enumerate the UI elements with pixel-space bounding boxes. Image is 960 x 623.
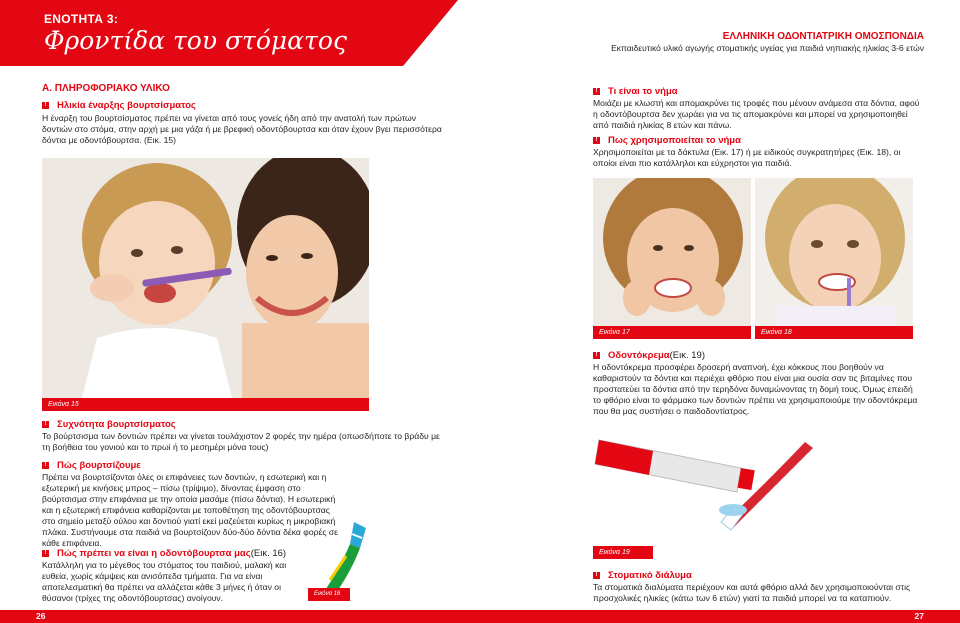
toothbrush-title: Πώς πρέπει να είναι η οδοντόβουρτσα μας	[57, 548, 251, 559]
mouthwash-heading	[593, 570, 923, 581]
toothbrush-heading	[42, 548, 312, 559]
mouthwash-title: Στοματικό διάλυμα	[608, 570, 692, 581]
page-number-left: 26	[36, 611, 46, 621]
floss-use-text: Χρησιμοποιείται με τα δάκτυλα (Εικ. 17) ή με ειδικούς συγκρατητήρες (Εικ. 18), οι οποίοι είναι πιο κατάλληλοι και εύχρηστοι για παιδιά.	[593, 147, 901, 168]
age-title: Ηλικία έναρξης βουρτσίσματος	[57, 100, 196, 111]
floss-use-block	[593, 135, 923, 169]
frequency-title: Συχνότητα βουρτσίσματος	[57, 419, 176, 430]
mouthwash-block	[593, 570, 923, 604]
frequency-block	[42, 419, 442, 453]
floss-block	[593, 86, 923, 131]
age-heading	[42, 100, 442, 111]
figure-16-caption: Εικόνα 16	[308, 588, 350, 601]
toothpaste-and-toothbrush-illustration	[593, 418, 833, 546]
right-footer-bar	[480, 610, 960, 623]
how-heading	[42, 460, 342, 471]
frequency-heading	[42, 419, 442, 430]
mother-child-brushing-illustration	[42, 158, 369, 398]
unit-label: ΕΝΟΤΗΤΑ 3:	[44, 12, 119, 26]
figure-17-photo	[593, 178, 751, 326]
toothpaste-text: Η οδοντόκρεμα προσφέρει δροσερή αναπνοή, έχει κόκκους που βοηθούν να καθαριστούν τα δόντια και περιέχει φθόριο που είναι μια ουσία σαν τις βιταμίνες που προστατεύει τα δόντια από την τερηδόνα δυναμώνοντας τη δομή τους. Όμως επειδή το φθόριο είναι το φάρμακο των δοντιών πρέπει να χρησιμοποιούμε την οδοντόκρεμα που θα μας συστήσει ο παιδοδοντίατρος.	[593, 362, 918, 416]
frequency-text: Το βούρτσισμα των δοντιών πρέπει να γίνεται τουλάχιστον 2 φορές την ημέρα (οπωσδήποτε το βράδυ με τη βοήθεια του γονιού και το πρωί ή το μεσημέρι μόνα τους)	[42, 431, 440, 452]
how-title: Πώς βουρτσίζουμε	[57, 460, 141, 471]
how-block	[42, 460, 342, 549]
toothbrush-text: Κατάλληλη για το μέγεθος του στόματος του παιδιού, μαλακή και ευθεία, χωρίς κάμψεις και ανισόπεδα τμήματα. Για να είναι αποτελεσματική θα πρέπει να αλλάζεται κάθε 3 μήνες ή όταν οι θύσανοι (τρίχες της οδοντόβουρτσας) ανοίγουν.	[42, 560, 287, 603]
girl-floss-holder-illustration	[755, 178, 913, 326]
toothpaste-block	[593, 350, 923, 417]
figure-15-caption: Εικόνα 15	[42, 398, 369, 411]
page-title: Φροντίδα του στόματος	[44, 26, 347, 55]
figure-18-photo	[755, 178, 913, 326]
bullet-icon: !	[42, 462, 49, 469]
girl-flossing-fingers-illustration	[593, 178, 751, 326]
organization-name: ΕΛΛΗΝΙΚΗ ΟΔΟΝΤΙΑΤΡΙΚΗ ΟΜΟΣΠΟΝΔΙΑ	[722, 31, 924, 42]
page-number-right: 27	[914, 611, 924, 621]
how-text: Πρέπει να βουρτσίζονται όλες οι επιφάνειες των δοντιών, η εσωτερική και η εξωτερική με κινήσεις μπρος – πίσω (τρίψιμο), δίνοντας έμφαση στο βούρτσισμα στην επιφάνεια με την οποία μασάμε (πίσω δόντια). Η εσωτερική και η εξωτερική επιφάνεια καθαρίζονται με τοποθέτηση της οδοντόβουρτσας στο σημείο μεταξύ ούλου και δοντιού γιατί εκεί μαζεύεται κυρίως η μικροβιακή πλάκα. Συστήνουμε στα παιδιά να βουρτσίζουν δύο-δύο δόντια δέκα φορές σε κάθε επιφάνεια.	[42, 472, 339, 548]
section-heading: Α. ΠΛΗΡΟΦΟΡΙΑΚΟ ΥΛΙΚΟ	[42, 83, 170, 94]
figure-16-toothbrush	[312, 520, 372, 598]
toothpaste-ref: (Εικ. 19)	[669, 350, 705, 361]
bullet-icon: !	[42, 550, 49, 557]
figure-19-toothpaste	[593, 418, 833, 546]
figure-19-caption: Εικόνα 19	[593, 546, 653, 559]
toothpaste-heading	[593, 350, 923, 361]
toothbrush-ref: (Εικ. 16)	[250, 548, 287, 559]
figure-15-photo	[42, 158, 369, 398]
bullet-icon: !	[593, 88, 600, 95]
toothpaste-title: Οδοντόκρεμα	[608, 350, 670, 361]
bullet-icon: !	[593, 352, 600, 359]
age-block	[42, 100, 442, 146]
age-text: Η έναρξη του βουρτσίσματος πρέπει να γίνεται από τους γονείς ήδη από την ανατολή των πρώτων δοντιών στο στόμα, στην αρχή με μια γάζα ή με βρεφική οδοντόβουρτσα και όταν έχουν βγει περισσότερα δόντια με οδοντόβουρτσα. (Εικ. 15)	[42, 113, 442, 145]
figure-17-caption: Εικόνα 17	[593, 326, 751, 339]
bullet-icon: !	[42, 421, 49, 428]
mouthwash-text: Τα στοματικά διαλύματα περιέχουν και αυτά φθόριο αλλά δεν χρησιμοποιούνται στις προσχολικές ηλικίες (κάτω των 6 ετών) γιατί τα παιδιά μπορεί να τα καταπιούν.	[593, 582, 911, 603]
bullet-icon: !	[593, 572, 600, 579]
floss-heading	[593, 86, 923, 97]
floss-use-heading	[593, 135, 923, 146]
toothbrush-block	[42, 548, 312, 604]
kids-toothbrush-icon	[312, 520, 372, 598]
left-footer-bar	[0, 610, 480, 623]
floss-use-title: Πως χρησιμοποιείται το νήμα	[608, 135, 741, 146]
bullet-icon: !	[593, 137, 600, 144]
bullet-icon: !	[42, 102, 49, 109]
floss-text: Μοιάζει με κλωστή και απομακρύνει τις τροφές που μένουν ανάμεσα στα δόντια, αφού η οδοντόβουρτσα δεν χωράει για να τις απομακρύνει και μπορεί να χρησιμοποιηθεί από παιδιά ηλικίας 8 ετών και πάνω.	[593, 98, 920, 130]
figure-18-caption: Εικόνα 18	[755, 326, 913, 339]
organization-subtitle: Εκπαιδευτικό υλικό αγωγής στοματικής υγείας για παιδιά νηπιακής ηλικίας 3-6 ετών	[611, 43, 924, 53]
floss-title: Τι είναι το νήμα	[608, 86, 678, 97]
